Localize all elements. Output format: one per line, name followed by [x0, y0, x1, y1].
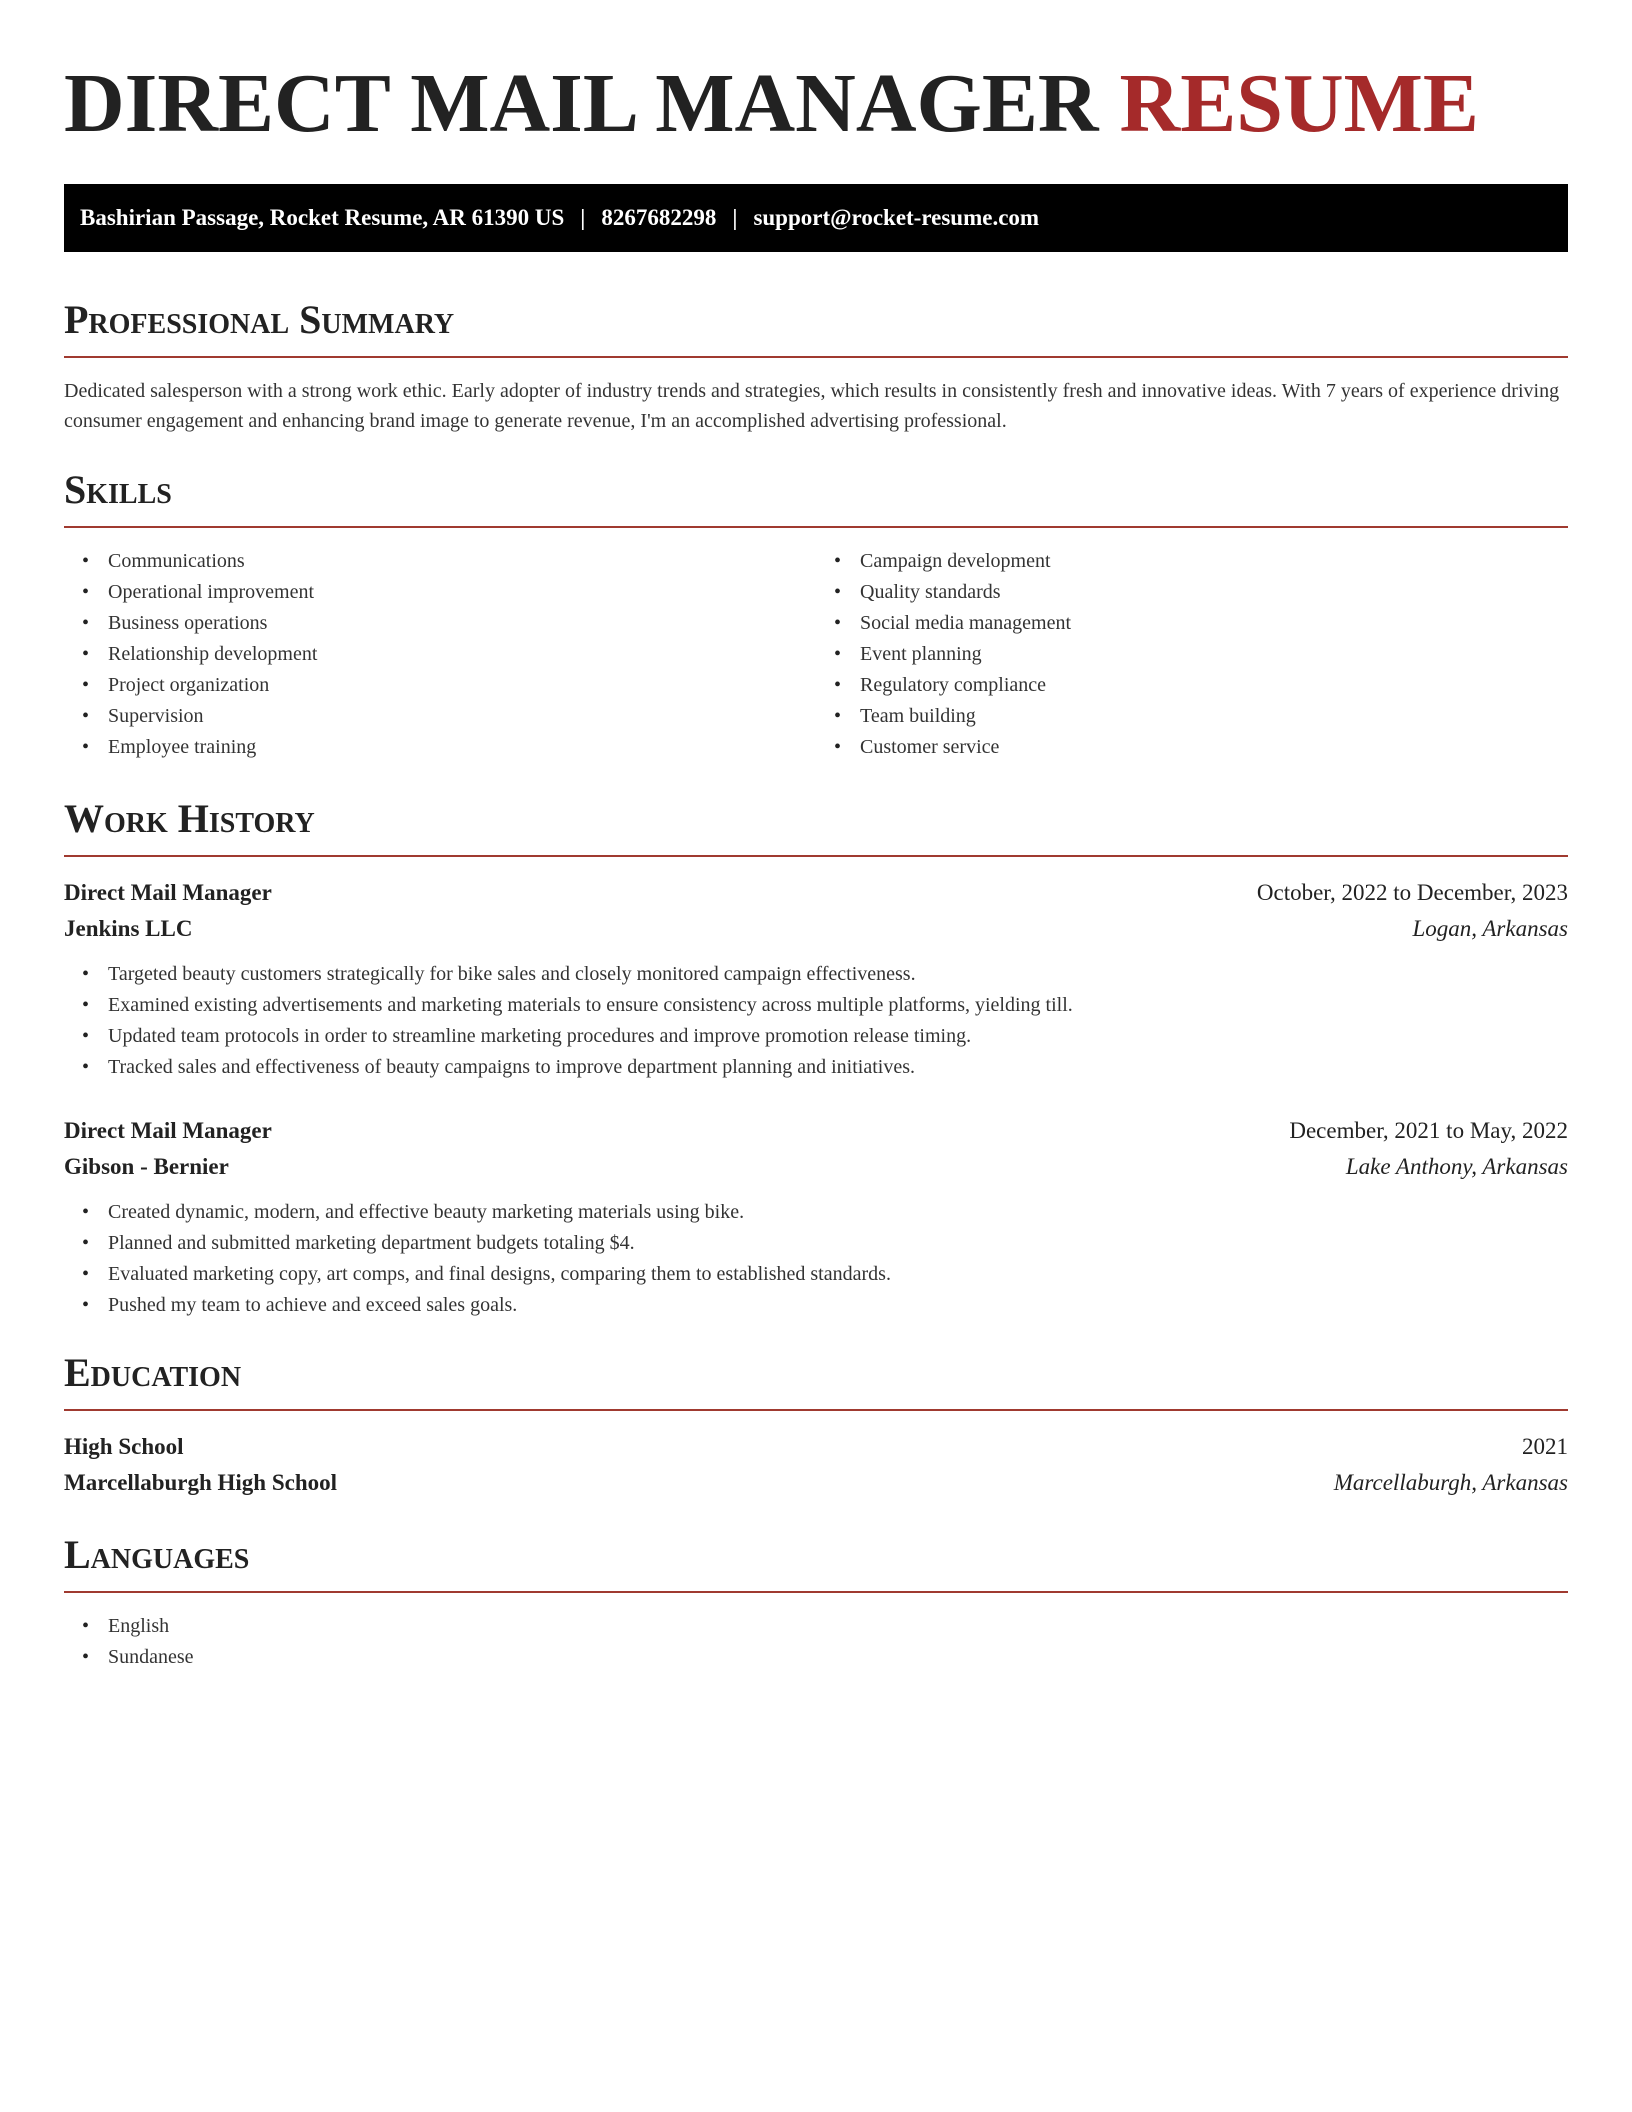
- skill-item: • Customer service: [860, 732, 1568, 763]
- contact-bar: [64, 184, 1568, 252]
- contact-address: Bashirian Passage, Rocket Resume, AR 61390 US: [80, 205, 565, 230]
- skills-columns: [64, 546, 1568, 763]
- section-heading: Professional Summary: [64, 297, 455, 342]
- skill-item: • Regulatory compliance: [860, 670, 1568, 701]
- section-heading: Education: [64, 1350, 242, 1395]
- section-divider: [64, 356, 1568, 358]
- language-item: • English: [108, 1611, 1568, 1642]
- job-company-row: [64, 911, 1568, 947]
- contact-phone: 8267682298: [601, 205, 717, 230]
- contact-separator: |: [732, 205, 738, 230]
- skill-item: • Operational improvement: [108, 577, 816, 608]
- job-title: Direct Mail Manager: [64, 880, 272, 905]
- language-item: • Sundanese: [108, 1642, 1568, 1673]
- skills-list-right: [816, 546, 1568, 763]
- job-location: Logan, Arkansas: [1412, 916, 1568, 941]
- job-responsibilities: [64, 959, 1568, 1083]
- skill-item: • Event planning: [860, 639, 1568, 670]
- resume-title: [64, 56, 1568, 152]
- languages-list: [64, 1611, 1568, 1673]
- skill-item: • Quality standards: [860, 577, 1568, 608]
- skill-item: • Campaign development: [860, 546, 1568, 577]
- section-work-history: [64, 795, 1568, 1321]
- education-year: 2021: [1522, 1434, 1568, 1459]
- section-education: [64, 1349, 1568, 1501]
- responsibility-item: • Planned and submitted marketing department budgets totaling $4.: [108, 1228, 1568, 1259]
- responsibility-item: • Created dynamic, modern, and effective beauty marketing materials using bike.: [108, 1197, 1568, 1228]
- contact-separator: |: [580, 205, 586, 230]
- job-company: Jenkins LLC: [64, 916, 193, 941]
- section-divider: [64, 1409, 1568, 1411]
- skill-item: • Relationship development: [108, 639, 816, 670]
- section-divider: [64, 526, 1568, 528]
- responsibility-item: • Tracked sales and effectiveness of beauty campaigns to improve department planning and initiatives.: [108, 1052, 1568, 1083]
- section-heading: Work History: [64, 796, 315, 841]
- job-responsibilities: [64, 1197, 1568, 1321]
- skill-item: • Business operations: [108, 608, 816, 639]
- responsibility-item: • Examined existing advertisements and marketing materials to ensure consistency across multiple platforms, yielding till.: [108, 990, 1568, 1021]
- responsibility-item: • Evaluated marketing copy, art comps, and final designs, comparing them to established standards.: [108, 1259, 1568, 1290]
- job-entry: [64, 1113, 1568, 1321]
- section-divider: [64, 1591, 1568, 1593]
- responsibility-item: • Targeted beauty customers strategically for bike sales and closely monitored campaign effectiveness.: [108, 959, 1568, 990]
- resume-title-accent: RESUME: [1119, 57, 1479, 150]
- summary-text: Dedicated salesperson with a strong work ethic. Early adopter of industry trends and strategies, which results in consistently fresh and innovative ideas. With 7 years of experience driving consumer engagement and enhancing brand image to generate revenue, I'm an accomplished advertising professional.: [64, 380, 1560, 432]
- skill-item: • Communications: [108, 546, 816, 577]
- section-heading: Skills: [64, 467, 172, 512]
- job-company-row: [64, 1149, 1568, 1185]
- skills-list-left: [64, 546, 816, 763]
- job-company: Gibson - Bernier: [64, 1154, 229, 1179]
- section-divider: [64, 855, 1568, 857]
- job-dates: October, 2022 to December, 2023: [1256, 880, 1568, 905]
- job-title-row: [64, 1113, 1568, 1149]
- skill-item: • Project organization: [108, 670, 816, 701]
- contact-email: support@rocket-resume.com: [753, 205, 1040, 230]
- skill-item: • Employee training: [108, 732, 816, 763]
- skill-item: • Social media management: [860, 608, 1568, 639]
- job-title-row: [64, 875, 1568, 911]
- education-school-row: [64, 1465, 1568, 1501]
- education-degree: High School: [64, 1434, 184, 1459]
- education-school: Marcellaburgh High School: [64, 1470, 338, 1495]
- job-title: Direct Mail Manager: [64, 1118, 272, 1143]
- responsibility-item: • Updated team protocols in order to streamline marketing procedures and improve promotion release timing.: [108, 1021, 1568, 1052]
- skill-item: • Team building: [860, 701, 1568, 732]
- section-professional-summary: [64, 296, 1568, 436]
- job-entry: [64, 875, 1568, 1083]
- section-languages: [64, 1531, 1568, 1673]
- resume-title-main: DIRECT MAIL MANAGER: [64, 57, 1120, 150]
- skill-item: • Supervision: [108, 701, 816, 732]
- section-skills: [64, 466, 1568, 763]
- education-degree-row: [64, 1429, 1568, 1465]
- section-heading: Languages: [64, 1532, 250, 1577]
- responsibility-item: • Pushed my team to achieve and exceed sales goals.: [108, 1290, 1568, 1321]
- job-dates: December, 2021 to May, 2022: [1289, 1118, 1568, 1143]
- job-location: Lake Anthony, Arkansas: [1345, 1154, 1568, 1179]
- education-location: Marcellaburgh, Arkansas: [1333, 1470, 1568, 1495]
